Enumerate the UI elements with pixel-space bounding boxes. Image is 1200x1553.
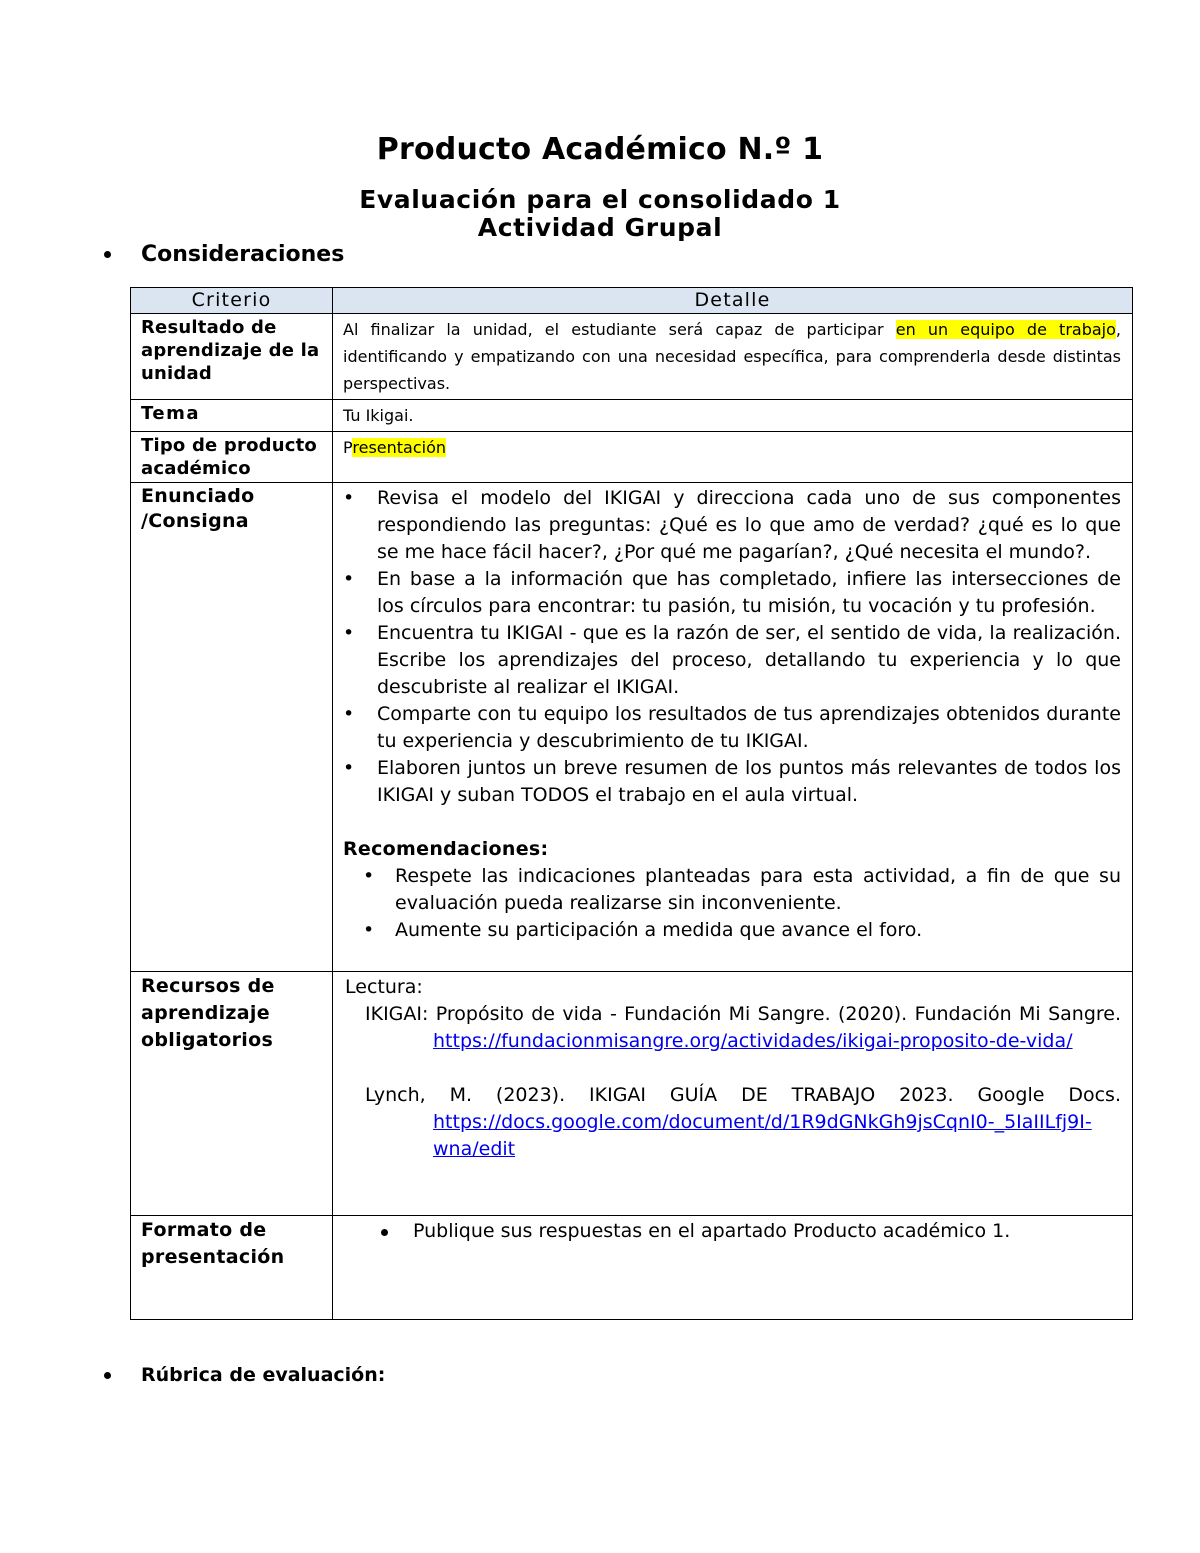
list-item: • Elaboren juntos un breve resumen de los puntos más relevantes de todos los IKIGAI y suban TODOS el trabajo en el aula virtual. (343, 755, 1121, 809)
criterio-recursos: Recursos de aprendizaje obligatorios (131, 972, 333, 1216)
criterio-formato: Formato de presentación (131, 1216, 333, 1320)
table-row-recursos (131, 972, 1133, 1216)
reference-2-link[interactable]: https://docs.google.com/document/d/1R9dGNkGh9jsCqnI0-_5IaIILfj9I-wna/edit (433, 1111, 1092, 1160)
tipo-highlight: resentación (352, 438, 447, 457)
detalle-enunciado (333, 483, 1133, 972)
recommendations-title: Recomendaciones: (343, 838, 549, 860)
reference-2-text: Lynch, M. (2023). IKIGAI GUÍA DE TRABAJO 2023. Google Docs. (365, 1084, 1121, 1106)
detalle-tema: Tu Ikigai. (333, 400, 1133, 432)
bullet-icon (104, 251, 111, 258)
document-subtitle-activity: Actividad Grupal (477, 213, 723, 242)
section-rubric-label: Rúbrica de evaluación: (141, 1364, 386, 1386)
header-criterio: Criterio (131, 288, 333, 314)
list-item: • En base a la información que has completado, infiere las intersecciones de los círculos para encontrar: tu pasión, tu misión, tu vocación y tu profesión. (343, 566, 1121, 620)
considerations-table (130, 287, 1133, 1320)
resultado-highlight: en un equipo de trabajo (895, 320, 1116, 339)
list-item: • Encuentra tu IKIGAI - que es la razón de ser, el sentido de vida, la realización. Escribe los aprendizajes del proceso, detallando tu experiencia y lo que descubriste al realizar el IKIGAI. (343, 620, 1121, 701)
list-item: Publique sus respuestas en el apartado Producto académico 1. (343, 1218, 1121, 1245)
enunciado-list (343, 485, 1121, 809)
reference-1 (345, 1001, 1121, 1055)
table-row-enunciado (131, 483, 1133, 972)
criterio-tema: Tema (131, 400, 333, 432)
reference-2 (345, 1082, 1121, 1163)
detalle-tipo (333, 432, 1133, 483)
section-considerations (104, 242, 344, 267)
reference-1-text: IKIGAI: Propósito de vida - Fundación Mi Sangre. (2020). Fundación Mi Sangre. (365, 1003, 1121, 1025)
detalle-formato (333, 1216, 1133, 1320)
table-header-row (131, 288, 1133, 314)
table-row-resultado (131, 314, 1133, 400)
criterio-enunciado: Enunciado /Consigna (131, 483, 333, 972)
table-row-tema (131, 400, 1133, 432)
recursos-intro: Lectura: (345, 976, 423, 998)
section-considerations-label: Consideraciones (141, 242, 345, 267)
list-item: • Revisa el modelo del IKIGAI y direcciona cada uno de sus componentes respondiendo las preguntas: ¿Qué es lo que amo de verdad? ¿qué es lo que se me hace fácil hacer?, ¿Por qué me pagarían?, ¿Qué necesita el mundo?. (343, 485, 1121, 566)
list-item: • Respete las indicaciones planteadas para esta actividad, a fin de que su evaluación pueda realizarse sin inconveniente. (343, 863, 1121, 917)
table-row-tipo (131, 432, 1133, 483)
table-row-formato (131, 1216, 1133, 1320)
tipo-first-letter: P (343, 438, 353, 457)
section-rubric (104, 1364, 385, 1386)
bullet-icon (104, 1372, 111, 1379)
resultado-text-after: , identificando y empatizando con una necesidad específica, para comprenderla desde distintas perspectivas. (343, 320, 1121, 393)
criterio-tipo: Tipo de producto académico (131, 432, 333, 483)
detalle-resultado (333, 314, 1133, 400)
document-title: Producto Académico N.º 1 (376, 132, 824, 167)
reference-1-link[interactable]: https://fundacionmisangre.org/actividades/ikigai-proposito-de-vida/ (433, 1030, 1073, 1052)
detalle-recursos (333, 972, 1133, 1216)
list-item: • Aumente su participación a medida que avance el foro. (343, 917, 1121, 944)
recommendations-list (343, 863, 1121, 944)
criterio-resultado: Resultado de aprendizaje de la unidad (131, 314, 333, 400)
header-detalle: Detalle (333, 288, 1133, 314)
resultado-text-before: Al finalizar la unidad, el estudiante será capaz de participar (343, 320, 896, 339)
document-subtitle: Evaluación para el consolidado 1 (359, 185, 841, 214)
list-item: • Comparte con tu equipo los resultados de tus aprendizajes obtenidos durante tu experiencia y descubrimiento de tu IKIGAI. (343, 701, 1121, 755)
